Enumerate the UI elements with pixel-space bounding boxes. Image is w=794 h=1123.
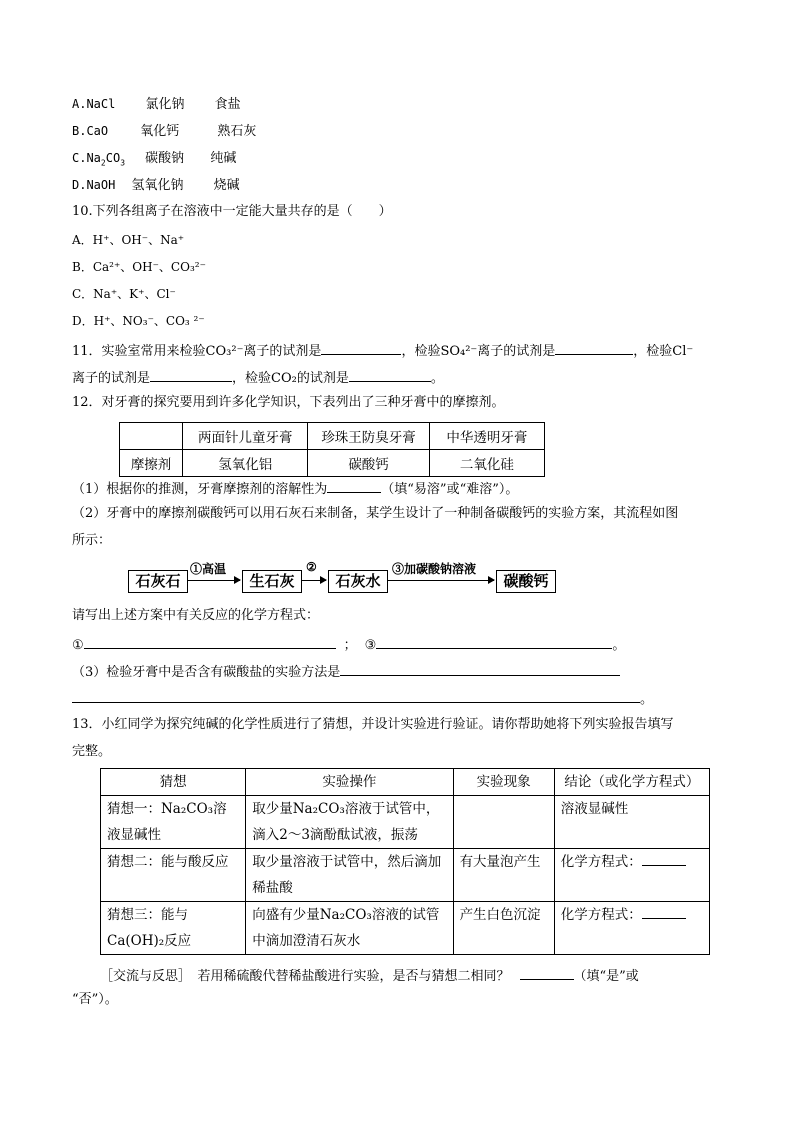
q11-line1: 11．实验室常用来检验CO₃²⁻离子的试剂是 ，检验SO₄²⁻离子的试剂是 ，检验Cl⁻ xyxy=(72,340,693,361)
answer-blank[interactable] xyxy=(321,340,401,355)
option-common-name: 烧碱 xyxy=(213,178,240,193)
table-cell: 猜想二：能与酸反应 xyxy=(101,849,246,902)
option-name: 氢氧化钠 xyxy=(131,178,184,193)
flow-box: 石灰石 xyxy=(128,570,188,593)
flow-arrow xyxy=(302,580,326,581)
table-header-row xyxy=(101,769,710,796)
table-cell: 猜想三：能与Ca(OH)₂反应 xyxy=(101,902,246,955)
toothpaste-table xyxy=(119,422,545,477)
table-row xyxy=(101,796,710,849)
table-header: 珍珠王防臭牙膏 xyxy=(308,423,429,450)
table-cell: 猜想一：Na₂CO₃溶液显碱性 xyxy=(101,796,246,849)
flow-box: 生石灰 xyxy=(242,570,302,593)
table-row xyxy=(120,450,545,477)
q10-option-a: A．H⁺、OH⁻、Na⁺ xyxy=(72,233,185,247)
option-formula: D.NaOH xyxy=(72,178,116,192)
q12-equations: ① ； ③ 。 xyxy=(72,634,625,655)
answer-blank[interactable] xyxy=(150,367,232,382)
option-formula: B.CaO xyxy=(72,124,109,138)
table-cell: 取少量Na₂CO₃溶液于试管中，滴入2～3滴酚酞试液，振荡 xyxy=(246,796,453,849)
table-cell: 有大量泡产生 xyxy=(453,849,554,902)
q13-reflection-line1: ［交流与反思］ 若用稀硫酸代替稀盐酸进行实验，是否与猜想二相同？ （填“是”或 xyxy=(100,965,639,986)
table-header: 两面针儿童牙膏 xyxy=(183,423,308,450)
table-header: 实验现象 xyxy=(453,769,554,796)
experiment-report-table xyxy=(100,768,710,955)
table-cell: 碳酸钙 xyxy=(308,450,429,477)
q13-stem-line1: 13．小红同学为探究纯碱的化学性质进行了猜想，并设计实验进行验证。请你帮助她将下列实验报告填写 xyxy=(72,717,674,732)
q11-line2: 离子的试剂是 ，检验CO₂的试剂是 。 xyxy=(72,367,444,388)
process-flow-diagram xyxy=(128,562,558,592)
table-cell: 向盛有少量Na₂CO₃溶液的试管中滴加澄清石灰水 xyxy=(246,902,453,955)
table-cell: 化学方程式： xyxy=(554,849,709,902)
option-d xyxy=(72,176,240,195)
table-cell xyxy=(120,423,183,450)
table-cell: 二氧化硅 xyxy=(429,450,544,477)
option-name: 氯化钠 xyxy=(145,97,185,112)
option-name: 氧化钙 xyxy=(140,124,180,139)
q12-sub2-prompt: 请写出上述方案中有关反应的化学方程式： xyxy=(72,608,320,623)
table-cell: 取少量溶液于试管中，然后滴加稀盐酸 xyxy=(246,849,453,902)
q12-sub2-line1: （2）牙膏中的摩擦剂碳酸钙可以用石灰石来制备，某学生设计了一种制备碳酸钙的实验方案，其流程如图 xyxy=(72,506,679,521)
answer-blank[interactable] xyxy=(642,851,686,866)
q10-stem: 10.下列各组离子在溶液中一定能大量共存的是（ ） xyxy=(72,204,392,219)
table-cell: 溶液显碱性 xyxy=(554,796,709,849)
q13-reflection-line2: “否”）。 xyxy=(72,992,118,1007)
table-header: 结论（或化学方程式） xyxy=(554,769,709,796)
option-b xyxy=(72,122,256,141)
q12-stem: 12．对牙膏的探究要用到许多化学知识，下表列出了三种牙膏中的摩擦剂。 xyxy=(72,395,505,410)
flow-arrow-label: ③加碳酸钠溶液 xyxy=(392,562,477,576)
answer-blank[interactable] xyxy=(327,478,381,493)
flow-box: 碳酸钙 xyxy=(496,570,556,593)
option-common-name: 熟石灰 xyxy=(217,124,257,139)
table-header: 猜想 xyxy=(101,769,246,796)
answer-blank[interactable] xyxy=(642,904,686,919)
answer-blank[interactable] xyxy=(84,634,336,649)
flow-arrow xyxy=(388,580,494,581)
table-row-label: 摩擦剂 xyxy=(120,450,183,477)
flow-arrow-label: ② xyxy=(306,560,317,574)
option-name: 碳酸钠 xyxy=(145,151,185,166)
option-formula: A.NaCl xyxy=(72,97,116,111)
table-cell: 化学方程式： xyxy=(554,902,709,955)
table-cell[interactable] xyxy=(453,796,554,849)
table-header: 实验操作 xyxy=(246,769,453,796)
answer-blank[interactable] xyxy=(340,661,620,676)
q10-option-b: B．Ca²⁺、OH⁻、CO₃²⁻ xyxy=(72,260,206,274)
answer-blank[interactable] xyxy=(349,367,431,382)
option-common-name: 食盐 xyxy=(214,97,241,112)
table-cell: 氢氧化铝 xyxy=(183,450,308,477)
q13-stem-line2: 完整。 xyxy=(72,744,112,759)
q12-sub3: （3）检验牙膏中是否含有碳酸盐的实验方法是 xyxy=(72,661,620,682)
q12-sub3-line2: 。 xyxy=(72,688,653,709)
table-header: 中华透明牙膏 xyxy=(429,423,544,450)
option-common-name: 纯碱 xyxy=(210,151,237,166)
flow-arrow-label: ①高温 xyxy=(190,562,227,576)
flow-box: 石灰水 xyxy=(328,570,388,593)
q10-option-c: C．Na⁺、K⁺、Cl⁻ xyxy=(72,287,176,301)
q12-sub1: （1）根据你的推测，牙膏摩擦剂的溶解性为 （填“易溶”或“难溶”）。 xyxy=(72,478,518,499)
option-a xyxy=(72,95,241,114)
answer-blank[interactable] xyxy=(376,634,612,649)
q10-option-d: D．H⁺、NO₃⁻、CO₃ ²⁻ xyxy=(72,314,205,328)
option-formula: $C.Na_2CO_3$ xyxy=(72,151,126,168)
table-cell: 产生白色沉淀 xyxy=(453,902,554,955)
option-c xyxy=(72,149,236,168)
table-row xyxy=(101,849,710,902)
q12-sub2-line2: 所示： xyxy=(72,533,112,548)
answer-blank[interactable] xyxy=(72,688,640,703)
table-row xyxy=(101,902,710,955)
answer-blank[interactable] xyxy=(555,340,633,355)
table-header-row xyxy=(120,423,545,450)
answer-blank[interactable] xyxy=(520,965,574,980)
flow-arrow xyxy=(188,580,240,581)
